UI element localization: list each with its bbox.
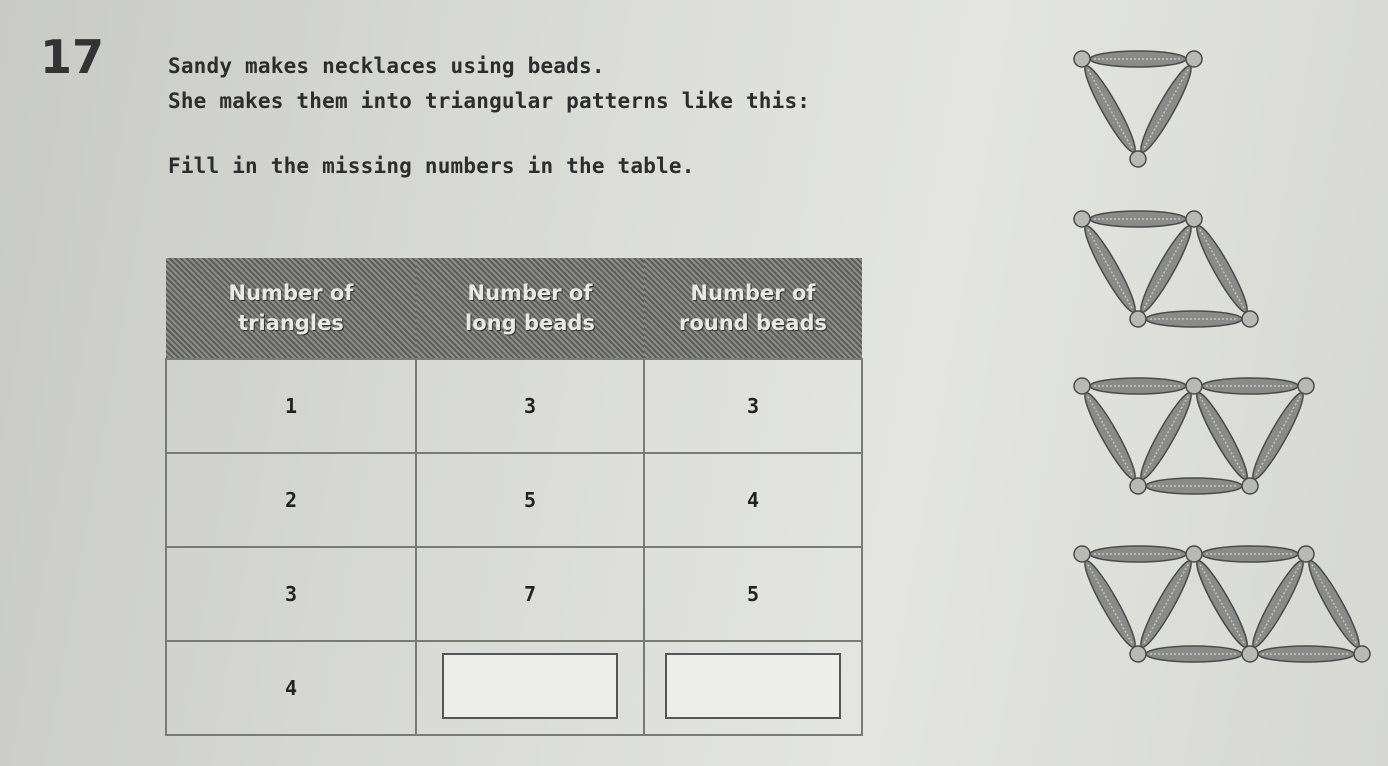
round-bead <box>1242 311 1258 327</box>
cell-round-beads: 4 <box>644 453 862 547</box>
header-line: Number of <box>690 281 816 305</box>
long-bead-texture <box>1200 229 1244 308</box>
long-bead-texture <box>1256 396 1300 475</box>
table-row <box>166 453 862 547</box>
cell-long-beads: 5 <box>416 453 644 547</box>
question-number: 17 <box>40 30 105 84</box>
round-bead <box>1186 546 1202 562</box>
round-bead <box>1242 646 1258 662</box>
header-triangles <box>166 258 416 359</box>
long-bead-texture <box>1088 396 1132 475</box>
cell-round-beads-answer <box>644 641 862 735</box>
long-bead-texture <box>1088 229 1132 308</box>
round-bead <box>1242 478 1258 494</box>
header-line: Number of <box>228 281 354 305</box>
cell-triangles: 2 <box>166 453 416 547</box>
round-bead <box>1186 378 1202 394</box>
round-bead <box>1074 51 1090 67</box>
table-header-row <box>166 258 862 359</box>
table-row <box>166 359 862 453</box>
header-long-beads <box>416 258 644 359</box>
cell-long-beads: 7 <box>416 547 644 641</box>
header-line: triangles <box>238 311 344 335</box>
round-bead <box>1130 151 1146 167</box>
long-bead-texture <box>1088 564 1132 643</box>
round-bead <box>1298 546 1314 562</box>
round-bead <box>1130 478 1146 494</box>
long-bead-texture <box>1256 564 1300 643</box>
round-bead <box>1298 378 1314 394</box>
round-bead <box>1130 311 1146 327</box>
header-line: Number of <box>467 281 593 305</box>
round-bead <box>1074 211 1090 227</box>
long-bead-texture <box>1312 564 1356 643</box>
bead-pattern-4-triangles <box>1070 540 1388 680</box>
answer-box-round-beads[interactable] <box>665 653 841 719</box>
header-line: round beads <box>678 311 827 335</box>
round-bead <box>1130 646 1146 662</box>
header-line: long beads <box>465 311 595 335</box>
answer-box-long-beads[interactable] <box>442 653 618 719</box>
round-bead <box>1074 546 1090 562</box>
cell-triangles: 3 <box>166 547 416 641</box>
round-bead <box>1354 646 1370 662</box>
round-bead <box>1186 51 1202 67</box>
cell-round-beads: 5 <box>644 547 862 641</box>
cell-round-beads: 3 <box>644 359 862 453</box>
bead-pattern-1-triangle <box>1070 45 1230 185</box>
header-round-beads <box>644 258 862 359</box>
round-bead <box>1186 211 1202 227</box>
long-bead-texture <box>1144 396 1188 475</box>
cell-triangles: 1 <box>166 359 416 453</box>
table-row <box>166 547 862 641</box>
long-bead-texture <box>1088 69 1132 148</box>
table-row <box>166 641 862 735</box>
bead-pattern-2-triangles <box>1070 205 1270 345</box>
long-bead-texture <box>1200 396 1244 475</box>
bead-pattern-3-triangles <box>1070 372 1330 512</box>
long-bead-texture <box>1200 564 1244 643</box>
cell-long-beads-answer <box>416 641 644 735</box>
long-bead-texture <box>1144 564 1188 643</box>
long-bead-texture <box>1144 69 1188 148</box>
question-text-line-2: She makes them into triangular patterns like this: <box>168 89 811 113</box>
long-bead-texture <box>1144 229 1188 308</box>
cell-triangles: 4 <box>166 641 416 735</box>
bead-table <box>165 258 863 736</box>
cell-long-beads: 3 <box>416 359 644 453</box>
round-bead <box>1074 378 1090 394</box>
instruction-text: Fill in the missing numbers in the table. <box>168 154 695 178</box>
question-text-line-1: Sandy makes necklaces using beads. <box>168 54 605 78</box>
